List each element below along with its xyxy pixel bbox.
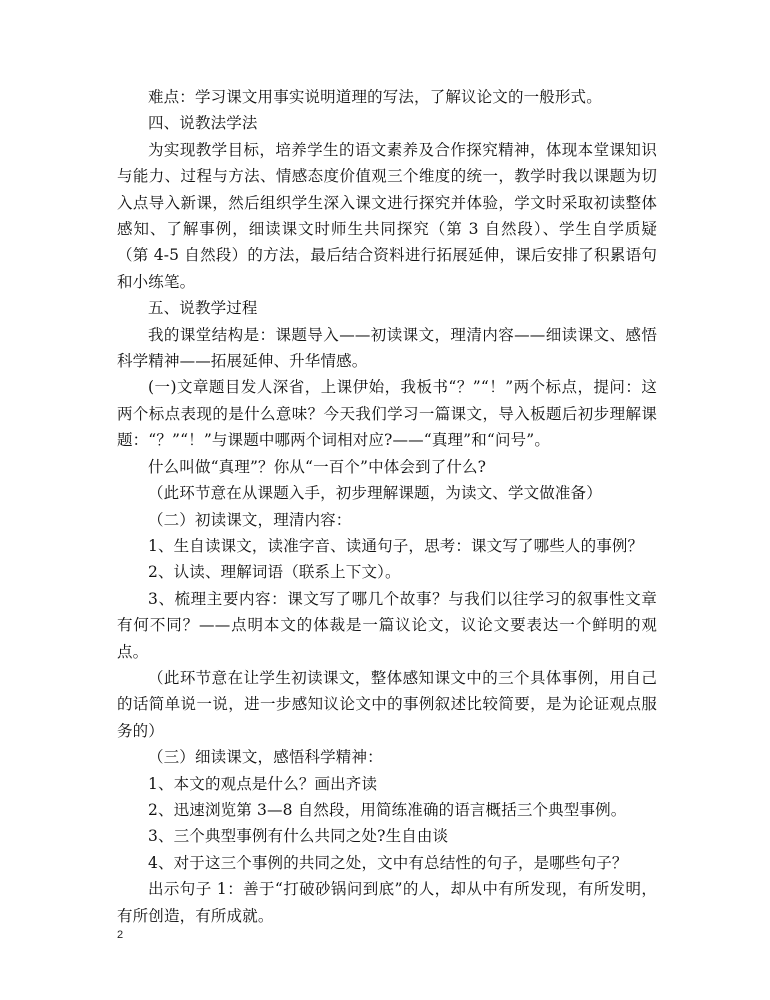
paragraph-truth-question: 什么叫做“真理”？你从“一百个”中体会到了什么? <box>148 457 487 476</box>
paragraph-sentence-one: 出示句子 1：善于“打破砂锅问到底”的人，却从中有所发现，有所发明，有所创造，有所成就。 <box>117 880 657 925</box>
paragraph-first-reading-note: （此环节意在让学生初读课文，整体感知课文中的三个具体事例，用自己的话简单说一说，进一步感知议论文中的事例叙述比较简要，是为论证观点服务的） <box>117 668 657 740</box>
paragraph-step-one: (一)文章题目发人深省，上课伊始，我板书“？”“！”两个标点，提问：这两个标点表现的是什么意味？今天我们学习一篇课文，导入板题后初步理解课题：“？”“！”与课题中哪两个词相对应?——“真理”和“问号”。 <box>117 378 657 450</box>
list-item-main-content: 3、梳理主要内容：课文写了哪几个故事？与我们以往学习的叙事性文章有何不同？——点明本文的体裁是一篇议论文，议论文要表达一个鲜明的观点。 <box>117 589 657 661</box>
list-item-common-points: 3、三个典型事例有什么共同之处?生自由谈 <box>148 827 449 846</box>
heading-close-reading: （三）细读课文，感悟科学精神： <box>148 748 383 767</box>
paragraph-teaching-methods: 为实现教学目标，培养学生的语文素养及合作探究精神，体现本堂课知识与能力、过程与方法、情感态度价值观三个维度的统一，教学时我以课题为切入点导入新课，然后组织学生深入课文进行探究并体验，学文时采取初读整体感知、了解事例，细读课文时师生共同探究（第 3 自然段）、学生自学质疑（第 4-5 自然段）的方法，最后结合资料进行拓展延伸，课后安排了积累语句和小练笔。 <box>117 140 657 291</box>
document-body <box>117 84 657 929</box>
heading-teaching-process: 五、说教学过程 <box>148 299 258 318</box>
paragraph-class-structure: 我的课堂结构是：课题导入——初读课文，理清内容——细读课文、感悟科学精神——拓展延伸、升华情感。 <box>117 325 657 371</box>
list-item-summary-sentences: 4、对于这三个事例的共同之处，文中有总结性的句子，是哪些句子？ <box>148 853 628 872</box>
list-item-browse-examples: 2、迅速浏览第 3—8 自然段，用简练准确的语言概括三个典型事例。 <box>148 800 627 819</box>
paragraph-step-one-note: （此环节意在从课题入手，初步理解课题，为读文、学文做准备） <box>148 484 602 503</box>
list-item-vocabulary: 2、认读、理解词语（联系上下文）。 <box>148 563 401 582</box>
heading-first-reading: （二）初读课文，理清内容： <box>148 510 352 529</box>
paragraph-difficulty: 难点：学习课文用事实说明道理的写法，了解议论文的一般形式。 <box>148 88 602 106</box>
page-number: 2 <box>117 929 124 941</box>
list-item-viewpoint: 1、本文的观点是什么？画出齐读 <box>148 774 378 793</box>
list-item-self-reading: 1、生自读课文，读准字音、读通句子，思考：课文写了哪些人的事例？ <box>148 536 644 555</box>
heading-teaching-methods: 四、说教法学法 <box>148 114 258 133</box>
